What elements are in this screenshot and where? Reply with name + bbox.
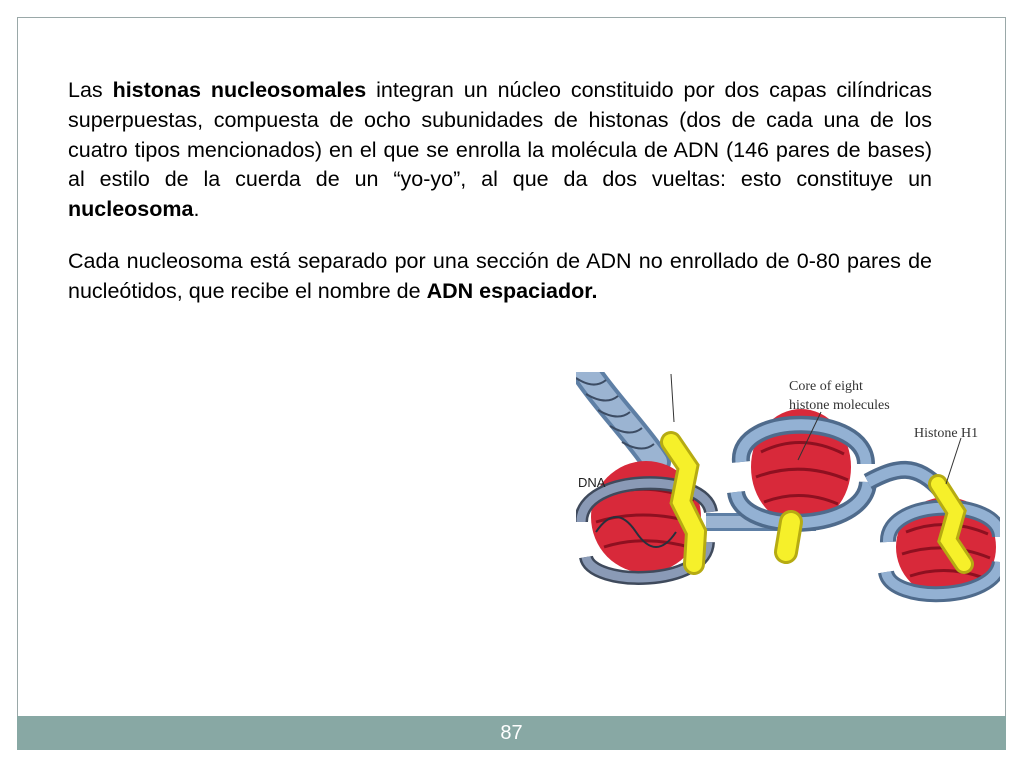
bold-term-adn-espaciador: ADN espaciador. [426,278,598,303]
text-span: . [193,197,200,222]
label-dna: DNA [578,475,606,490]
bold-term-nucleosoma: nucleosoma [68,197,194,222]
dna-helix [576,372,674,462]
label-core-line1: Core of eight [789,379,863,394]
body-text [68,76,932,329]
label-histone-h1: Histone H1 [914,426,979,441]
page-number: 87 [500,722,523,744]
label-core-line2: histone molecules [789,398,890,413]
text-span: Las [68,78,113,102]
text-span: Cada nucleosoma está separado por una sección de ADN no enrollado de 0-80 pares de nucleótidos, que recibe el nombre de [68,248,932,303]
nucleosome-illustration [576,372,1000,604]
paragraph-histonas [68,76,932,225]
bold-term-histonas: histonas nucleosomales [112,78,367,102]
text-span: integran un núcleo constituido por dos capas cilíndricas superpuestas, compuesta de ocho subunidades de histonas (dos de cada una de los cuatro tipos mencionados) en el que se enrolla la molécula de ADN (146 pares de bases) al estilo de la cuerda de un “yo-yo”, al que da dos vueltas: esto constituye un [68,78,932,192]
nucleosome-svg [576,372,1000,604]
paragraph-espaciador [68,247,932,307]
footer-bar [17,716,1006,750]
